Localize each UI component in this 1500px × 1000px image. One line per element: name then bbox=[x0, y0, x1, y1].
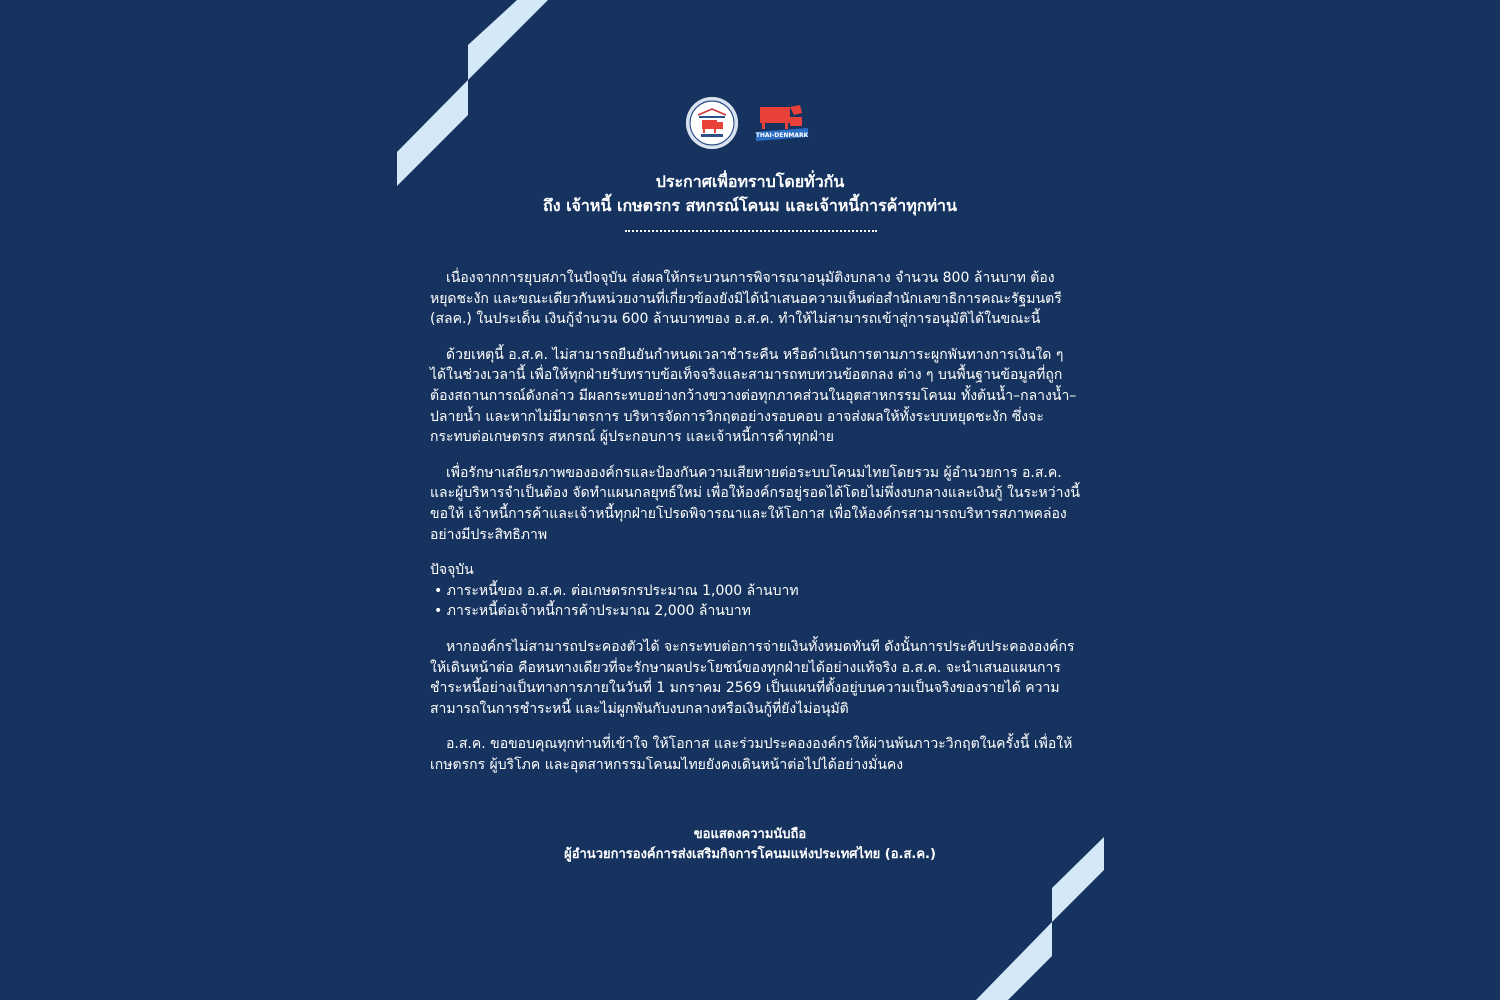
thai-denmark-logo bbox=[752, 99, 812, 147]
paragraph-5: อ.ส.ค. ขอขอบคุณทุกท่านที่เข้าใจ ให้โอกาส และร่วมประคององค์กรให้ผ่านพ้นภาวะวิกฤตในครั้งนี้ เพื่อให้เกษตรกร ผู้บริโภค และอุตสาหกรรมโคนมไทยยังคงเดินหน้าต่อไปได้อย่างมั่นคง bbox=[430, 736, 1073, 773]
paragraph-4: หากองค์กรไม่สามารถประคองตัวได้ จะกระทบต่อการจ่ายเงินทั้งหมดทันที ดังนั้นการประคับประคององค์กรให้เดินหน้าต่อ คือหนทางเดียวที่จะรักษาผลประโยชน์ของทุกฝ่ายได้อย่างแท้จริง อ.ส.ค. จะนำเสนอแผนการชำระหนี้อย่างเป็นทางการภายในวันที่ 1 มกราคม 2569 เป็นแผนที่ตั้งอยู่บนความเป็นจริงของรายได้ ความสามารถในการชำระหนี้ และไม่ผูกพันกับงบกลางหรือเงินกู้ที่ยังไม่อนุมัติ bbox=[430, 638, 1075, 717]
svg-text:THAI-DENMARK: THAI-DENMARK bbox=[755, 131, 809, 139]
dpo-seal-logo bbox=[686, 97, 738, 149]
current-label: ปัจจุบัน bbox=[430, 562, 474, 579]
closing-signatory: ผู้อำนวยการองค์การส่งเสริมกิจการโคนมแห่งประเทศไทย (อ.ส.ค.) bbox=[564, 847, 936, 862]
paragraph-2: ด้วยเหตุนี้ อ.ส.ค. ไม่สามารถยืนยันกำหนดเวลาชำระคืน หรือดำเนินการตามภาระผูกพันทางการเงินใด ๆ ได้ในช่วงเวลานี้ เพื่อให้ทุกฝ่ายรับทราบข้อเท็จจริงและสามารถทบทวนข้อตกลง ต่าง ๆ บนพื้นฐานข้อมูลที่ถูกต้องสถานการณ์ดังกล่าว มีผลกระทบอย่างกว้างขวางต่อทุกภาคส่วนในอุตสาหกรรมโคนม ทั้งต้นน้ำ–กลางน้ำ–ปลายน้ำ และหากไม่มีมาตรการ บริหารจัดการวิกฤตอย่างรอบคอบ อาจส่งผลให้ทั้งระบบหยุดชะงัก ซึ่งจะกระทบต่อเกษตรกร สหกรณ์ ผู้ประกอบการ และเจ้าหนี้การค้าทุกฝ่าย bbox=[430, 346, 1077, 446]
paragraph-3: เพื่อรักษาเสถียรภาพขององค์กรและป้องกันความเสียหายต่อระบบโคนมไทยโดยรวม ผู้อำนวยการ อ.ส.ค. และผู้บริหารจำเป็นต้อง จัดทำแผนกลยุทธ์ใหม่ เพื่อให้องค์กรอยู่รอดได้โดยไม่พึ่งงบกลางและเงินกู้ ในระหว่างนี้ ขอให้ เจ้าหนี้การค้าและเจ้าหนี้ทุกฝ่ายโปรดพิจารณาและให้โอกาส เพื่อให้องค์กรสามารถบริหารสภาพคล่องอย่างมีประสิทธิภาพ bbox=[430, 464, 1080, 543]
closing-regards: ขอแสดงความนับถือ bbox=[693, 827, 807, 842]
dotted-divider bbox=[625, 230, 877, 234]
debt-item-trade-creditors: • ภาระหนี้ต่อเจ้าหนี้การค้าประมาณ 2,000 ล้านบาท bbox=[434, 601, 1080, 622]
announcement-recipients: ถึง เจ้าหนี้ เกษตรกร สหกรณ์โคนม และเจ้าหนี้การค้าทุกท่าน bbox=[543, 196, 957, 215]
stripe-top-upper bbox=[468, 0, 548, 80]
stripe-bottom-lower bbox=[976, 922, 1052, 1000]
announcement-body bbox=[430, 268, 1080, 790]
paragraph-1: เนื่องจากการยุบสภาในปัจจุบัน ส่งผลให้กระบวนการพิจารณาอนุมัติงบกลาง จำนวน 800 ล้านบาท ต้องหยุดชะงัก และขณะเดียวกันหน่วยงานที่เกี่ยวข้องยังมิได้นำเสนอความเห็นต่อสำนักเลขาธิการคณะรัฐมนตรี (สลค.) ในประเด็น เงินกู้จำนวน 600 ล้านบาทของ อ.ส.ค. ทำให้ไม่สามารถเข้าสู่การอนุมัติได้ในขณะนี้ bbox=[430, 270, 1062, 328]
announcement-title: ประกาศเพื่อทราบโดยทั่วกัน bbox=[655, 172, 845, 191]
debt-item-farmers: • ภาระหนี้ของ อ.ส.ค. ต่อเกษตรกรประมาณ 1,000 ล้านบาท bbox=[434, 581, 1080, 602]
debt-list bbox=[430, 581, 1080, 622]
logos bbox=[686, 95, 816, 150]
